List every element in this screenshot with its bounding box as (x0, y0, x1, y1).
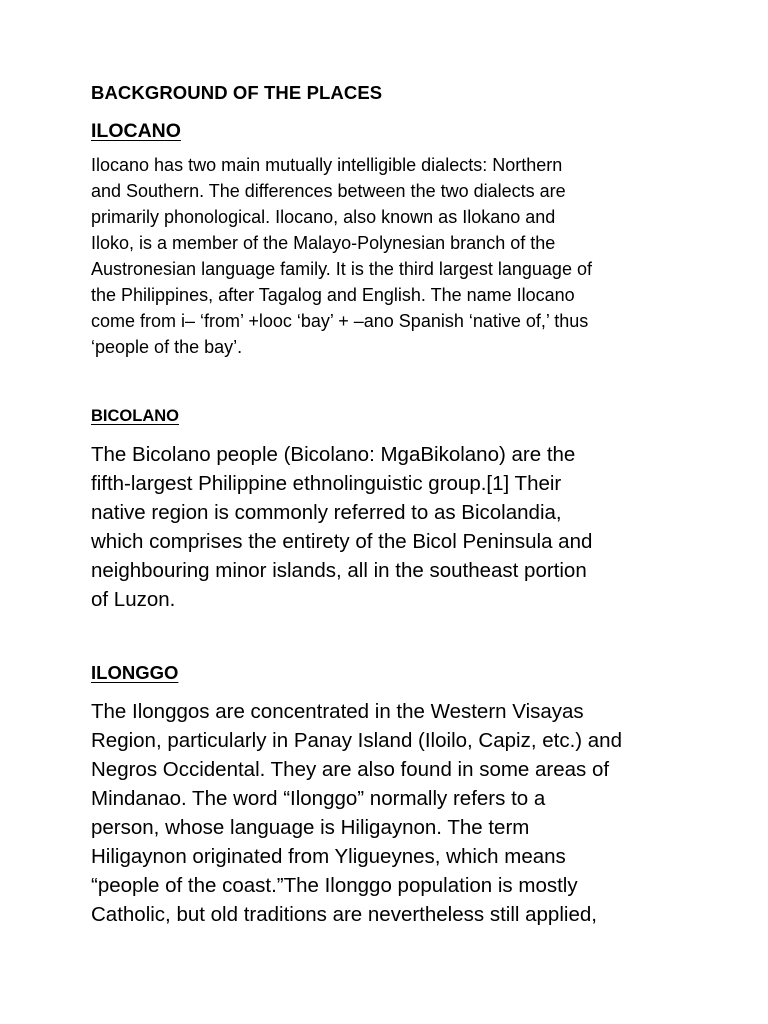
text-line: native region is commonly referred to as Bicolandia, (91, 501, 562, 524)
text-line: Hiligaynon originated from Yligueynes, which means (91, 845, 566, 868)
section-body-ilonggo (91, 697, 731, 929)
section-heading-ilocano: ILOCANO (91, 120, 181, 142)
text-line: ‘people of the bay’. (91, 337, 243, 357)
text-line: Austronesian language family. It is the third largest language of (91, 259, 592, 279)
text-line: neighbouring minor islands, all in the southeast portion (91, 559, 587, 582)
section-heading-bicolano: BICOLANO (91, 407, 179, 425)
text-line: The Bicolano people (Bicolano: MgaBikolano) are the (91, 443, 576, 466)
text-line: Ilocano has two main mutually intelligible dialects: Northern (91, 155, 563, 175)
text-line: primarily phonological. Ilocano, also known as Ilokano and (91, 207, 556, 227)
text-line: which comprises the entirety of the Bicol Peninsula and (91, 530, 593, 553)
section-body-ilocano (91, 152, 711, 360)
text-line: the Philippines, after Tagalog and English. The name Ilocano (91, 285, 575, 305)
text-line: The Ilonggos are concentrated in the Western Visayas (91, 700, 584, 723)
text-line: of Luzon. (91, 588, 176, 611)
text-line: Mindanao. The word “Ilonggo” normally refers to a (91, 787, 546, 810)
text-line: come from i– ‘from’ +looc ‘bay’ + –ano Spanish ‘native of,’ thus (91, 311, 589, 331)
text-line: Region, particularly in Panay Island (Iloilo, Capiz, etc.) and (91, 729, 622, 752)
text-line: Iloko, is a member of the Malayo-Polynesian branch of the (91, 233, 556, 253)
section-body-bicolano (91, 440, 731, 614)
page-title: BACKGROUND OF THE PLACES (91, 82, 383, 103)
text-line: fifth-largest Philippine ethnolinguistic group.[1] Their (91, 472, 562, 495)
text-line: Catholic, but old traditions are nevertheless still applied, (91, 903, 597, 926)
section-heading-ilonggo: ILONGGO (91, 662, 179, 683)
text-line: Negros Occidental. They are also found in some areas of (91, 758, 610, 781)
text-line: and Southern. The differences between the two dialects are (91, 181, 566, 201)
text-line: person, whose language is Hiligaynon. The term (91, 816, 530, 839)
text-line: “people of the coast.”The Ilonggo population is mostly (91, 874, 578, 897)
